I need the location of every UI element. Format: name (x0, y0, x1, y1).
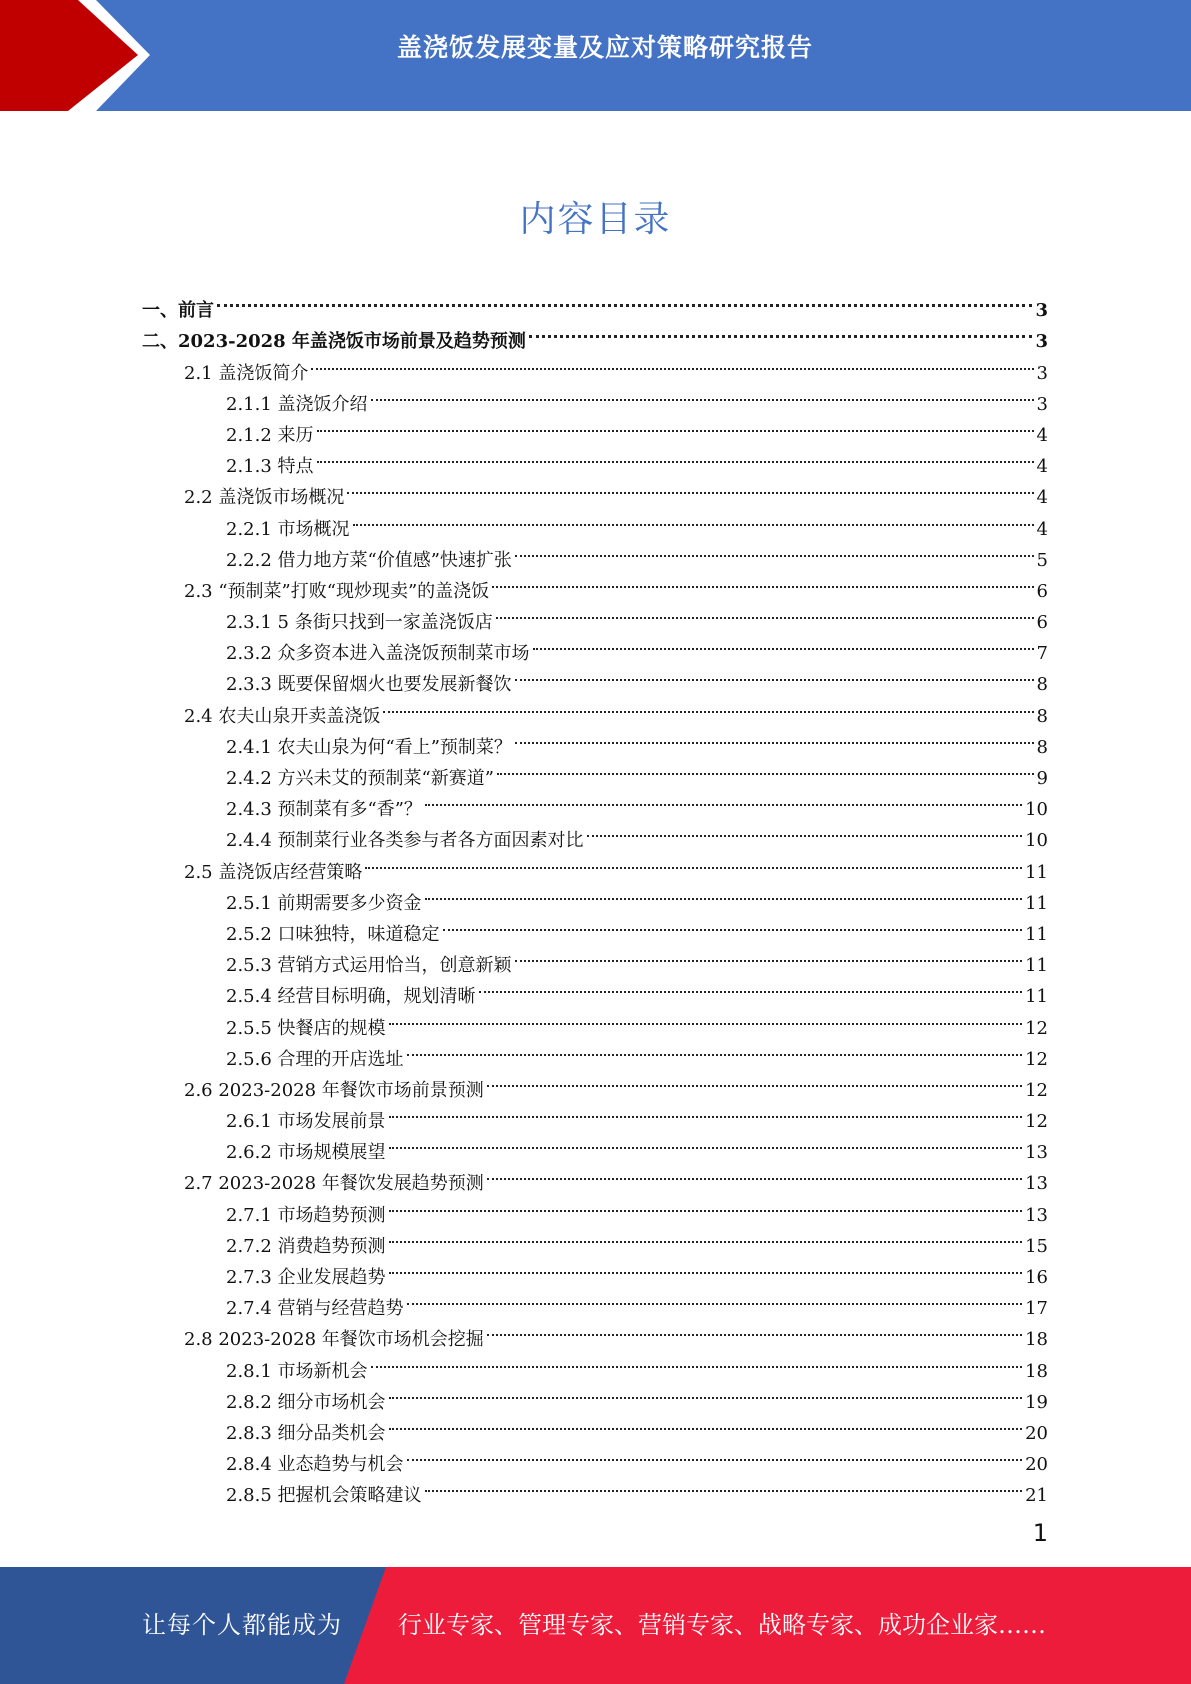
toc-entry-label: 2.4.4 预制菜行业各类参与者各方面因素对比 (226, 830, 584, 852)
toc-dot-leader (425, 784, 1022, 815)
toc-entry-label: 2.3 “预制菜”打败“现炒现卖”的盖浇饭 (184, 580, 490, 602)
toc-entry-page: 8 (1036, 705, 1048, 727)
toc-dot-leader (383, 690, 1033, 721)
toc-entry-page: 17 (1025, 1298, 1048, 1320)
toc-dot-leader (317, 410, 1034, 441)
toc-entry-page: 6 (1036, 580, 1048, 602)
toc-entry-label: 2.8 2023-2028 年餐饮市场机会挖掘 (184, 1329, 484, 1351)
toc-entry-label: 2.7.3 企业发展趋势 (226, 1267, 386, 1288)
toc-entry-label: 2.8.4 业态趋势与机会 (226, 1454, 404, 1476)
toc-entry-label: 2.2.2 借力地方菜“价值感”快速扩张 (226, 549, 512, 571)
toc-entry-page: 18 (1025, 1360, 1048, 1382)
toc-entry-label: 2.4.1 农夫山泉为何“看上”预制菜？ (226, 736, 512, 758)
toc-dot-leader (515, 535, 1034, 566)
toc-entry-label: 2.5.6 合理的开店选址 (226, 1048, 404, 1070)
toc-dot-leader (317, 441, 1034, 472)
toc-entry-page: 8 (1036, 736, 1048, 758)
toc-entry-label: 一、前言 (142, 300, 214, 322)
toc-entry-label: 2.5.2 口味独特，味道稳定 (226, 923, 440, 945)
toc-entry-page: 12 (1025, 1079, 1048, 1101)
toc-entry-page: 4 (1036, 424, 1048, 446)
toc-entry-page: 11 (1025, 955, 1048, 977)
toc-entry-page: 12 (1025, 1048, 1048, 1070)
toc-dot-leader (407, 1283, 1023, 1314)
toc-dot-leader (371, 379, 1034, 410)
toc-dot-leader (407, 1439, 1023, 1470)
toc-entry-page: 19 (1025, 1391, 1048, 1413)
toc-dot-leader (389, 1221, 1023, 1252)
toc-entry-label: 2.2.1 市场概况 (226, 518, 350, 540)
report-title: 盖浇饭发展变量及应对策略研究报告 (396, 33, 813, 62)
toc-entry-label: 2.5.1 前期需要多少资金 (226, 892, 422, 914)
toc-entry-label: 2.8.2 细分市场机会 (226, 1391, 386, 1413)
report-footer (0, 1567, 1191, 1684)
toc-dot-leader (496, 597, 1034, 628)
table-of-contents (142, 285, 1048, 1507)
toc-entry-label: 2.7.4 营销与经营趋势 (226, 1298, 404, 1320)
toc-entry-label: 2.8.5 把握机会策略建议 (226, 1485, 422, 1507)
toc-entry-label: 2.1 盖浇饭简介 (184, 362, 309, 384)
toc-entry-label: 二、2023-2028 年盖浇饭市场前景及趋势预测 (142, 331, 526, 353)
toc-entry-label: 2.1.1 盖浇饭介绍 (226, 393, 368, 415)
toc-entry-page: 11 (1025, 986, 1048, 1008)
toc-dot-leader (371, 1345, 1023, 1376)
toc-entry-label: 2.5.5 快餐店的规模 (226, 1017, 386, 1039)
toc-dot-leader (389, 1189, 1023, 1220)
toc-entry-page: 7 (1036, 643, 1048, 665)
toc-entry-label: 2.7.2 消费趋势预测 (226, 1235, 386, 1257)
toc-dot-leader (529, 316, 1033, 347)
toc-dot-leader (217, 285, 1032, 316)
toc-dot-leader (365, 846, 1022, 877)
toc-dot-leader (389, 1096, 1023, 1127)
toc-entry-label: 2.5 盖浇饭店经营策略 (184, 861, 363, 883)
toc-entry-label: 2.8.1 市场新机会 (226, 1360, 368, 1382)
toc-entry-label: 2.1.3 特点 (226, 456, 314, 478)
toc-entry-page: 8 (1036, 674, 1048, 696)
toc-entry-page: 18 (1025, 1329, 1048, 1351)
toc-entry-label: 2.4 农夫山泉开卖盖浇饭 (184, 705, 381, 727)
toc-entry-page: 10 (1025, 830, 1048, 852)
page-number: 1 (1032, 1519, 1048, 1547)
toc-entry-page: 13 (1025, 1142, 1048, 1164)
toc-entry-label: 2.6.2 市场规模展望 (226, 1142, 386, 1164)
toc-entry-page: 11 (1025, 861, 1048, 883)
toc-dot-leader (487, 1158, 1022, 1189)
toc-entry-page: 16 (1025, 1267, 1048, 1288)
toc-dot-leader (311, 347, 1033, 378)
toc-dot-leader (492, 566, 1033, 597)
toc-dot-leader (389, 1002, 1023, 1033)
toc-entry-label: 2.6.1 市场发展前景 (226, 1111, 386, 1133)
toc-dot-leader (515, 940, 1023, 971)
toc-entry-page: 4 (1036, 518, 1048, 540)
toc-entry-label: 2.4.2 方兴未艾的预制菜“新赛道” (226, 768, 494, 789)
toc-entry-label: 2.4.3 预制菜有多“香”？ (226, 799, 422, 821)
toc-dot-leader (533, 628, 1034, 659)
toc-entry-label: 2.8.3 细分品类机会 (226, 1422, 386, 1444)
toc-entry-page: 10 (1025, 799, 1048, 821)
toc-entry-page: 21 (1025, 1485, 1048, 1507)
toc-dot-leader (389, 1377, 1023, 1408)
toc-dot-leader (407, 1034, 1023, 1065)
header-chevron-icon (0, 0, 138, 111)
toc-entry-page: 9 (1036, 768, 1048, 789)
toc-entry-page: 3 (1036, 362, 1048, 384)
toc-entry-label: 2.3.1 5 条街只找到一家盖浇饭店 (226, 612, 493, 634)
toc-dot-leader (425, 878, 1023, 909)
toc-entry-label: 2.6 2023-2028 年餐饮市场前景预测 (184, 1079, 484, 1101)
toc-entry-label: 2.3.2 众多资本进入盖浇饭预制菜市场 (226, 643, 530, 665)
toc-entry-page: 12 (1025, 1111, 1048, 1133)
toc-entry-page: 13 (1025, 1173, 1048, 1195)
toc-entry-page: 15 (1025, 1235, 1048, 1257)
toc-entry-page: 12 (1025, 1017, 1048, 1039)
toc-entry-page: 5 (1036, 549, 1048, 571)
toc-entry-page: 11 (1025, 923, 1048, 945)
toc-entry-label: 2.5.4 经营目标明确，规划清晰 (226, 986, 476, 1008)
toc-dot-leader (347, 472, 1033, 503)
toc-dot-leader (353, 503, 1034, 534)
toc-dot-leader (479, 971, 1023, 1002)
toc-entry-page: 4 (1036, 456, 1048, 478)
toc-entry-page: 3 (1035, 331, 1048, 353)
toc-entry-page: 20 (1025, 1454, 1048, 1476)
toc-dot-leader (487, 1314, 1022, 1345)
toc-dot-leader (487, 1065, 1022, 1096)
toc-entry-label: 2.7 2023-2028 年餐饮发展趋势预测 (184, 1173, 484, 1195)
toc-entry[interactable] (142, 316, 1048, 353)
toc-entry-label: 2.3.3 既要保留烟火也要发展新餐饮 (226, 674, 512, 696)
toc-entry[interactable] (142, 285, 1048, 322)
toc-dot-leader (443, 909, 1023, 940)
toc-entry-page: 3 (1036, 393, 1048, 415)
toc-dot-leader (389, 1408, 1023, 1439)
toc-entry-page: 13 (1025, 1204, 1048, 1226)
toc-entry-label: 2.7.1 市场趋势预测 (226, 1204, 386, 1226)
toc-dot-leader (587, 815, 1023, 846)
toc-entry-label: 2.1.2 来历 (226, 424, 314, 446)
toc-entry-page: 6 (1036, 612, 1048, 634)
toc-entry-label: 2.2 盖浇饭市场概况 (184, 487, 345, 509)
toc-dot-leader (497, 753, 1034, 784)
toc-dot-leader (425, 1470, 1023, 1501)
toc-entry-page: 3 (1035, 300, 1048, 322)
report-header (0, 0, 1191, 111)
toc-dot-leader (389, 1252, 1023, 1283)
footer-slogan-right: 行业专家、管理专家、营销专家、战略专家、成功企业家…… (398, 1611, 1046, 1639)
toc-entry-page: 4 (1036, 487, 1048, 509)
toc-title: 内容目录 (519, 199, 672, 240)
toc-dot-leader (389, 1127, 1023, 1158)
footer-slogan-left: 让每个人都能成为 (142, 1611, 342, 1639)
toc-dot-leader (515, 722, 1034, 753)
toc-dot-leader (515, 659, 1034, 690)
toc-entry-page: 11 (1025, 892, 1048, 914)
toc-entry-label: 2.5.3 营销方式运用恰当，创意新颖 (226, 955, 512, 977)
toc-entry-page: 20 (1025, 1422, 1048, 1444)
